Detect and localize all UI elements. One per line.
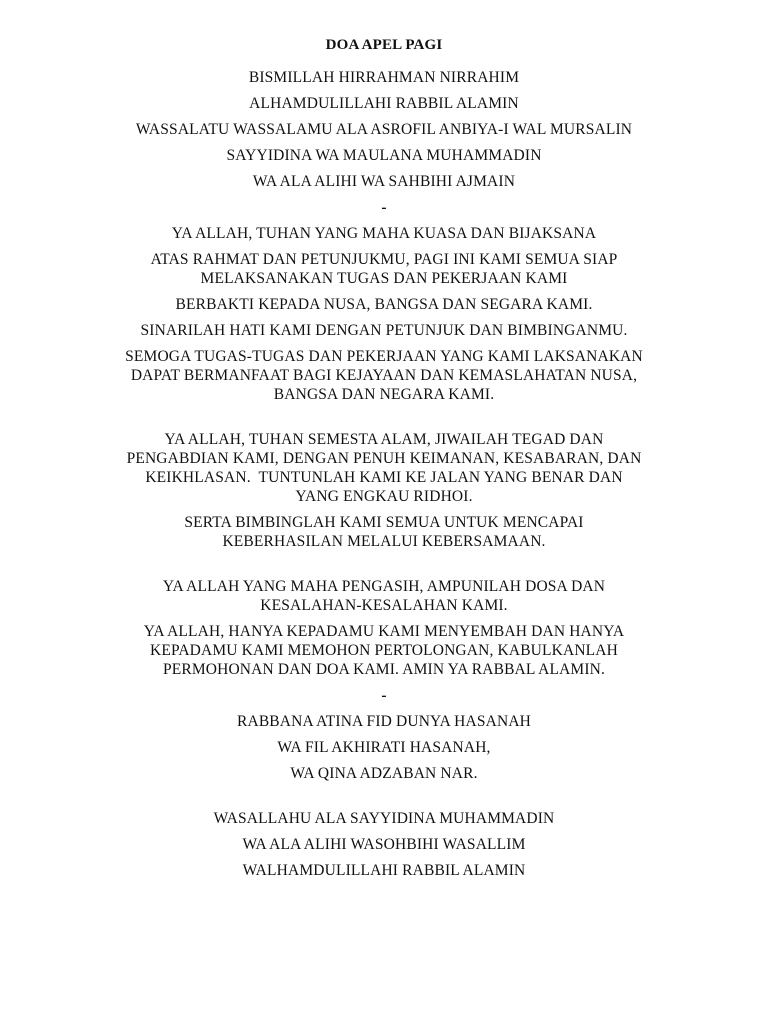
- opening-line-5: WA ALA ALIHI WA SAHBIHI AJMAIN: [252, 173, 516, 190]
- paragraph-3-line-2: YA ALLAH, HANYA KEPADAMU KAMI MENYEMBAH DAN HANYA KEPADAMU KAMI MEMOHON PERTOLONGAN, KABULKANLAH PERMOHONAN DAN DOA KAMI. AMIN YA RABBAL ALAMIN.: [143, 623, 625, 678]
- paragraph-gap: [64, 558, 704, 577]
- opening-line-3: WASSALATU WASSALAMU ALA ASROFIL ANBIYA-I WAL MURSALIN: [135, 121, 633, 138]
- paragraph-3-line-1: YA ALLAH YANG MAHA PENGASIH, AMPUNILAH DOSA DAN KESALAHAN-KESALAHAN KAMI.: [162, 578, 606, 614]
- paragraph-1-line-5: SEMOGA TUGAS-TUGAS DAN PEKERJAAN YANG KAMI LAKSANAKAN DAPAT BERMANFAAT BAGI KEJAYAAN DAN KEMASLAHATAN NUSA, BANGSA DAN NEGARA KAMI.: [125, 348, 643, 403]
- closing-line-3: WALHAMDULILLAHI RABBIL ALAMIN: [242, 862, 526, 879]
- paragraph-1-line-3: BERBAKTI KEPADA NUSA, BANGSA DAN SEGARA KAMI.: [175, 296, 593, 313]
- section-separator: -: [381, 199, 387, 216]
- opening-line-4: SAYYIDINA WA MAULANA MUHAMMADIN: [226, 147, 542, 164]
- paragraph-4-line-3: WA QINA ADZABAN NAR.: [290, 765, 478, 782]
- paragraph-4-line-1: RABBANA ATINA FID DUNYA HASANAH: [236, 713, 532, 730]
- paragraph-2-line-2: SERTA BIMBINGLAH KAMI SEMUA UNTUK MENCAPAI KEBERHASILAN MELALUI KEBERSAMAAN.: [184, 514, 584, 550]
- paragraph-2-line-1: YA ALLAH, TUHAN SEMESTA ALAM, JIWAILAH TEGAD DAN PENGABDIAN KAMI, DENGAN PENUH KEIMANAN, KESABARAN, DAN KEIKHLASAN. TUNTUNLAH KAMI KE JALAN YANG BENAR DAN YANG ENGKAU RIDHOI.: [126, 431, 642, 505]
- opening-line-1: BISMILLAH HIRRAHMAN NIRRAHIM: [248, 69, 520, 86]
- document-title: DOA APEL PAGI: [325, 37, 443, 53]
- paragraph-1-line-1: YA ALLAH, TUHAN YANG MAHA KUASA DAN BIJAKSANA: [171, 225, 597, 242]
- opening-line-2: ALHAMDULILLAHI RABBIL ALAMIN: [249, 95, 519, 112]
- paragraph-1-line-4: SINARILAH HATI KAMI DENGAN PETUNJUK DAN BIMBINGANMU.: [140, 322, 628, 339]
- paragraph-gap: [64, 411, 704, 430]
- paragraph-gap: [64, 790, 704, 809]
- paragraph-1-line-2: ATAS RAHMAT DAN PETUNJUKMU, PAGI INI KAMI SEMUA SIAP MELAKSANAKAN TUGAS DAN PEKERJAAN KAMI: [150, 251, 618, 287]
- section-separator: -: [381, 687, 387, 704]
- paragraph-4-line-2: WA FIL AKHIRATI HASANAH,: [277, 739, 491, 756]
- closing-line-1: WASALLAHU ALA SAYYIDINA MUHAMMADIN: [213, 810, 555, 827]
- prayer-document: [64, 36, 704, 887]
- closing-line-2: WA ALA ALIHI WASOHBIHI WASALLIM: [242, 836, 526, 853]
